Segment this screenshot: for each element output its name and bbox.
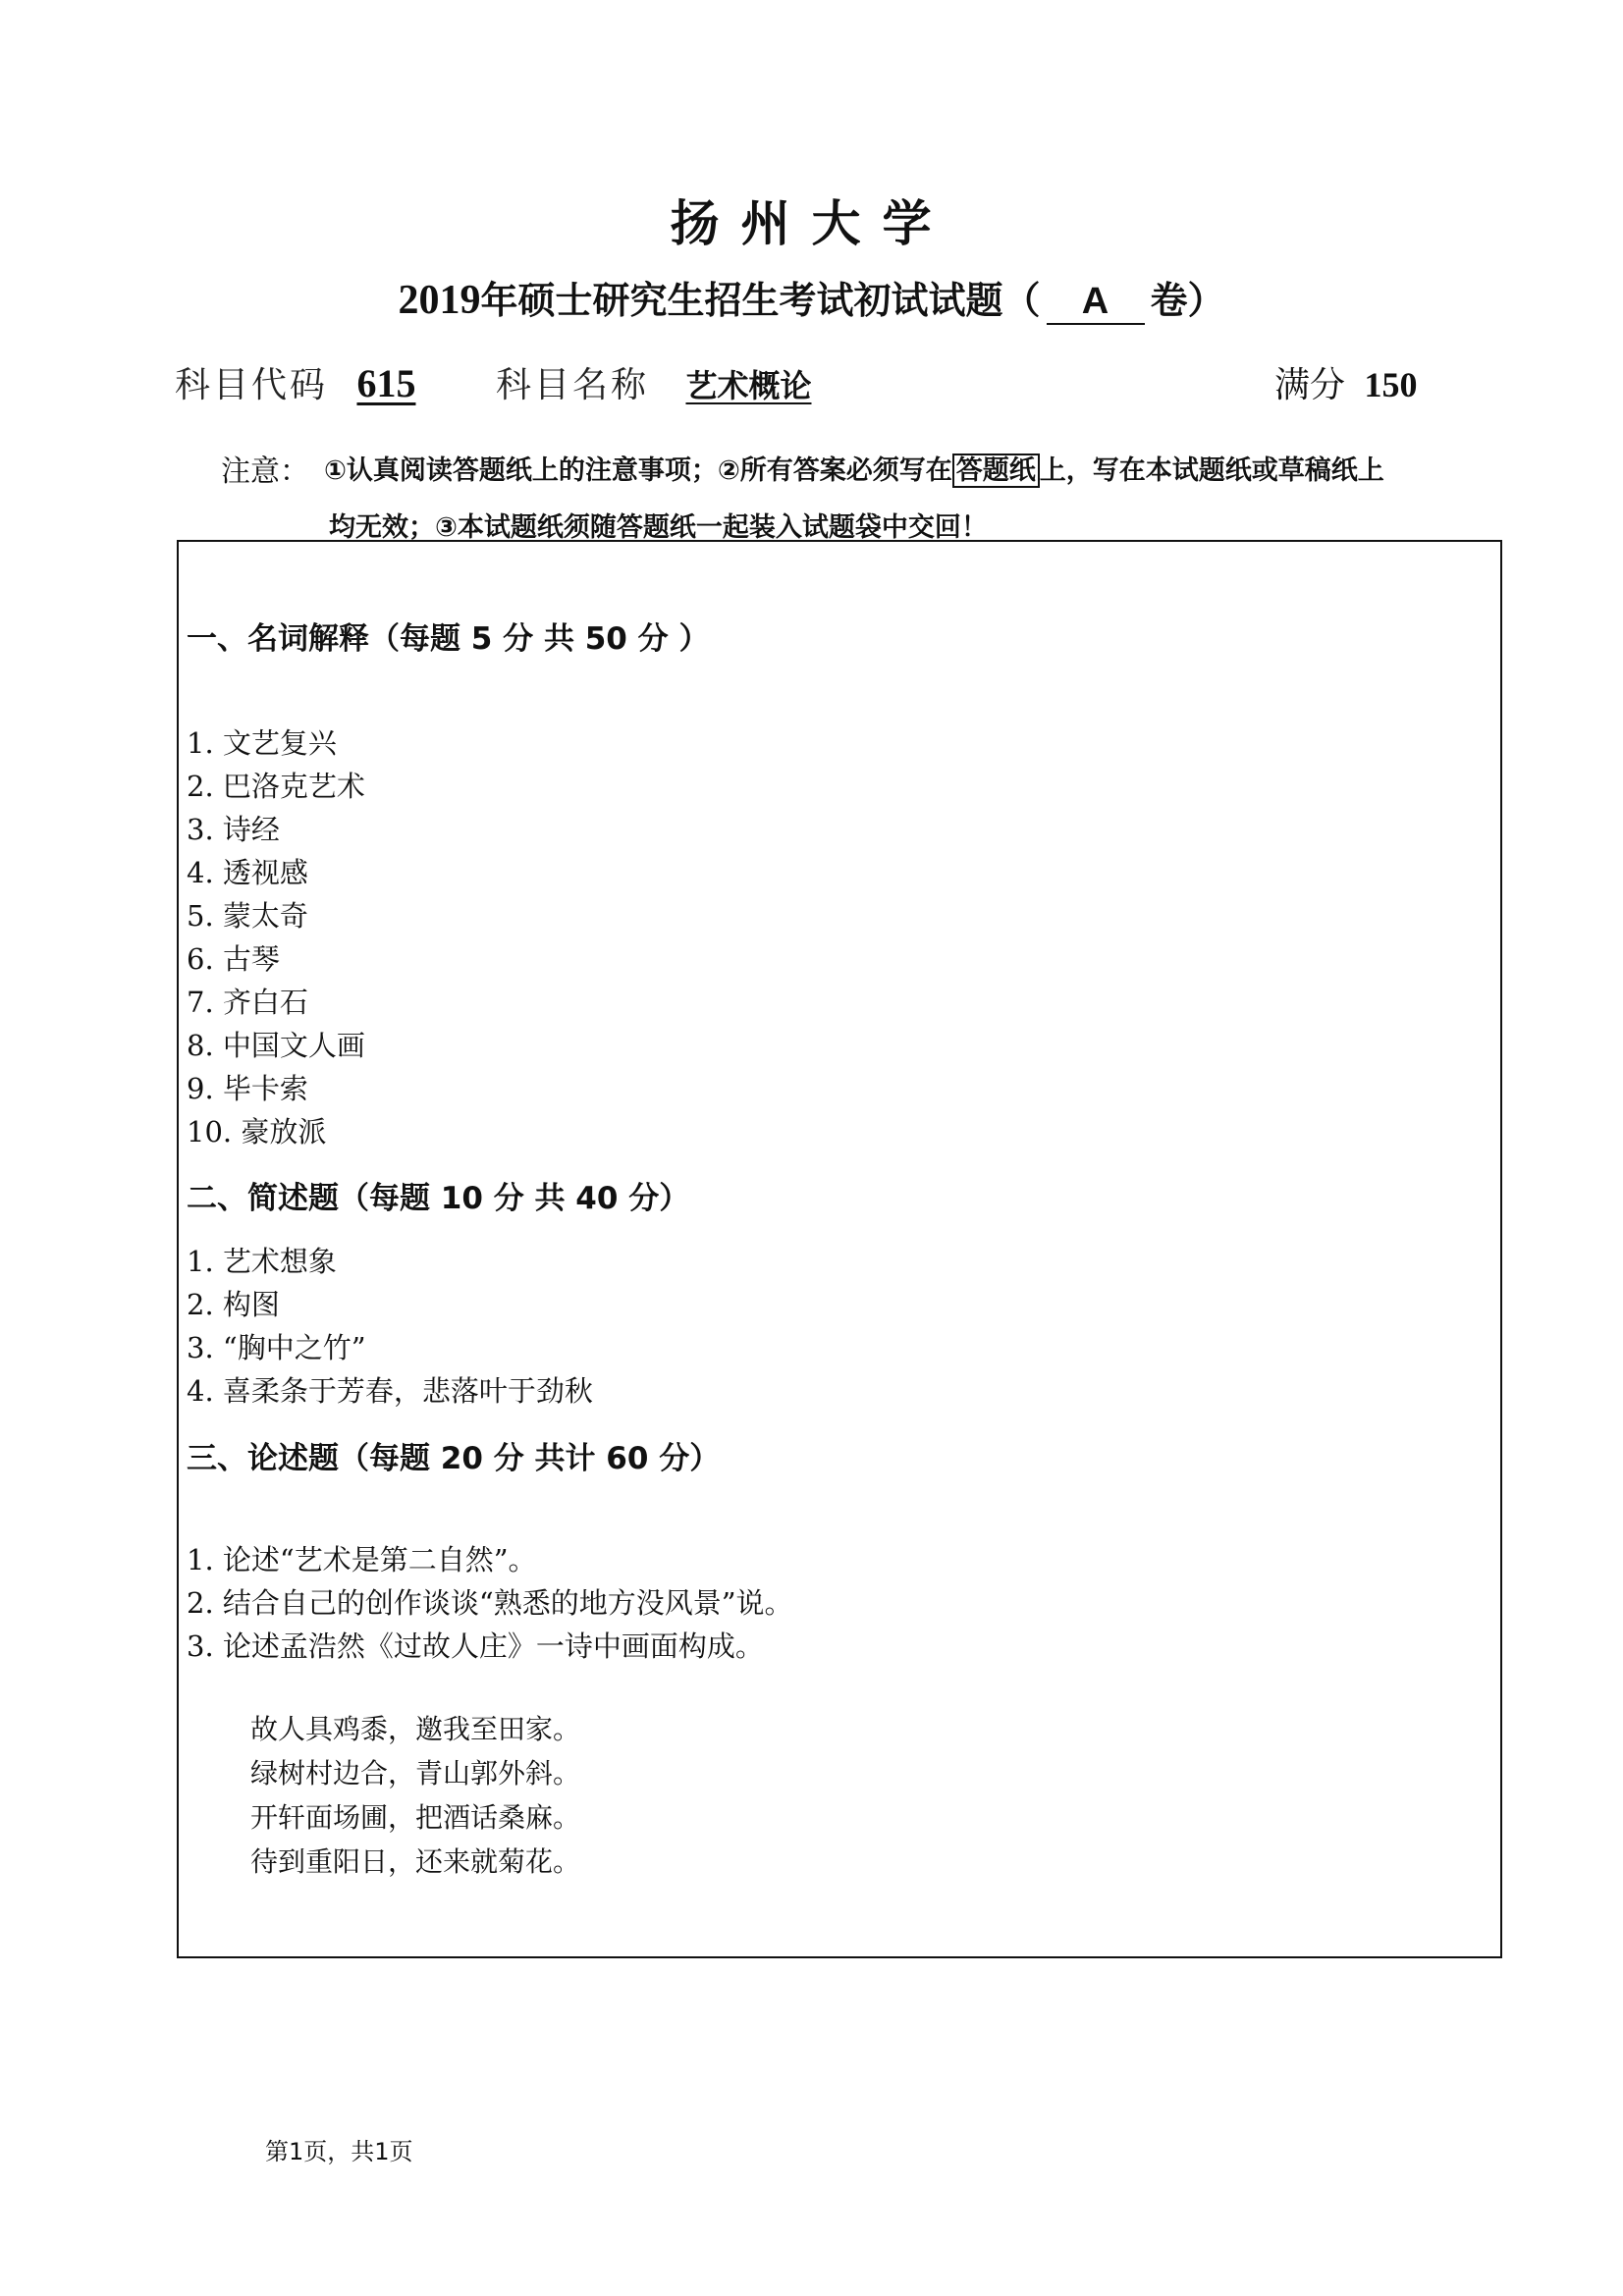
subject-code: 615: [356, 361, 416, 405]
subject-code-row: [175, 357, 415, 407]
exam-title: [0, 270, 1623, 325]
list-item: 1. 艺术想象: [187, 1245, 337, 1278]
list-item: 5. 蒙太奇: [187, 899, 308, 933]
list-item: 1. 文艺复兴: [187, 726, 337, 760]
list-item: 4. 喜柔条于芳春，悲落叶于劲秋: [187, 1374, 593, 1408]
subject-code-label: 科目代码: [175, 365, 329, 405]
list-item: 3. 论述孟浩然《过故人庄》一诗中画面构成。: [187, 1629, 764, 1663]
exam-year: 2019: [398, 278, 481, 323]
notice-label: 注意：: [221, 454, 309, 489]
page-number: 第1页，共1页: [265, 2138, 413, 2165]
subject-name-label: 科目名称: [496, 365, 650, 405]
list-item: 6. 古琴: [187, 942, 280, 976]
answer-sheet-boxed: 答题纸: [952, 454, 1040, 488]
list-item: 3. 诗经: [187, 813, 280, 846]
notice-line-2: 均无效；③本试题纸须随答题纸一起装入试题袋中交回！: [329, 512, 988, 543]
full-score-label: 满分: [1274, 365, 1346, 405]
section-heading: 三、论述题（每题 20 分 共计 60 分）: [187, 1441, 721, 1476]
subject-name: 艺术概论: [685, 367, 812, 404]
poem-line: 绿树村边合，青山郭外斜。: [250, 1757, 581, 1789]
section-heading: 一、名词解释（每题 5 分 共 50 分 ）: [187, 621, 710, 657]
poem-line: 故人具鸡黍，邀我至田家。: [250, 1713, 581, 1745]
list-item: 2. 构图: [187, 1288, 280, 1321]
list-item: 2. 结合自己的创作谈谈“熟悉的地方没风景”说。: [187, 1586, 793, 1620]
full-score: 150: [1364, 365, 1418, 404]
list-item: 10. 豪放派: [187, 1115, 327, 1148]
list-item: 7. 齐白石: [187, 986, 308, 1019]
subject-name-row: [496, 357, 811, 407]
notice-text: ①认真阅读答题纸上的注意事项；②所有答案必须写在: [324, 455, 952, 486]
notice-line-1: [324, 449, 1384, 487]
section-heading: 二、简述题（每题 10 分 共 40 分）: [187, 1181, 690, 1216]
full-score-row: [1274, 357, 1417, 407]
notice-text: 上，写在本试题纸或草稿纸上: [1039, 455, 1384, 486]
list-item: 9. 毕卡索: [187, 1072, 308, 1105]
list-item: 8. 中国文人画: [187, 1029, 365, 1062]
list-item: 3. “胸中之竹”: [187, 1331, 366, 1364]
poem-line: 开轩面场圃，把酒话桑麻。: [250, 1801, 581, 1834]
paper-version: A: [1047, 281, 1145, 325]
exam-title-main: 年硕士研究生招生考试初试试题（: [480, 279, 1041, 322]
list-item: 4. 透视感: [187, 856, 308, 889]
university-title: 扬州大学: [670, 195, 953, 252]
list-item: 2. 巴洛克艺术: [187, 770, 365, 803]
list-item: 1. 论述“艺术是第二自然”。: [187, 1543, 537, 1576]
poem-line: 待到重阳日，还来就菊花。: [250, 1845, 581, 1878]
exam-title-suffix: 卷）: [1150, 279, 1225, 322]
